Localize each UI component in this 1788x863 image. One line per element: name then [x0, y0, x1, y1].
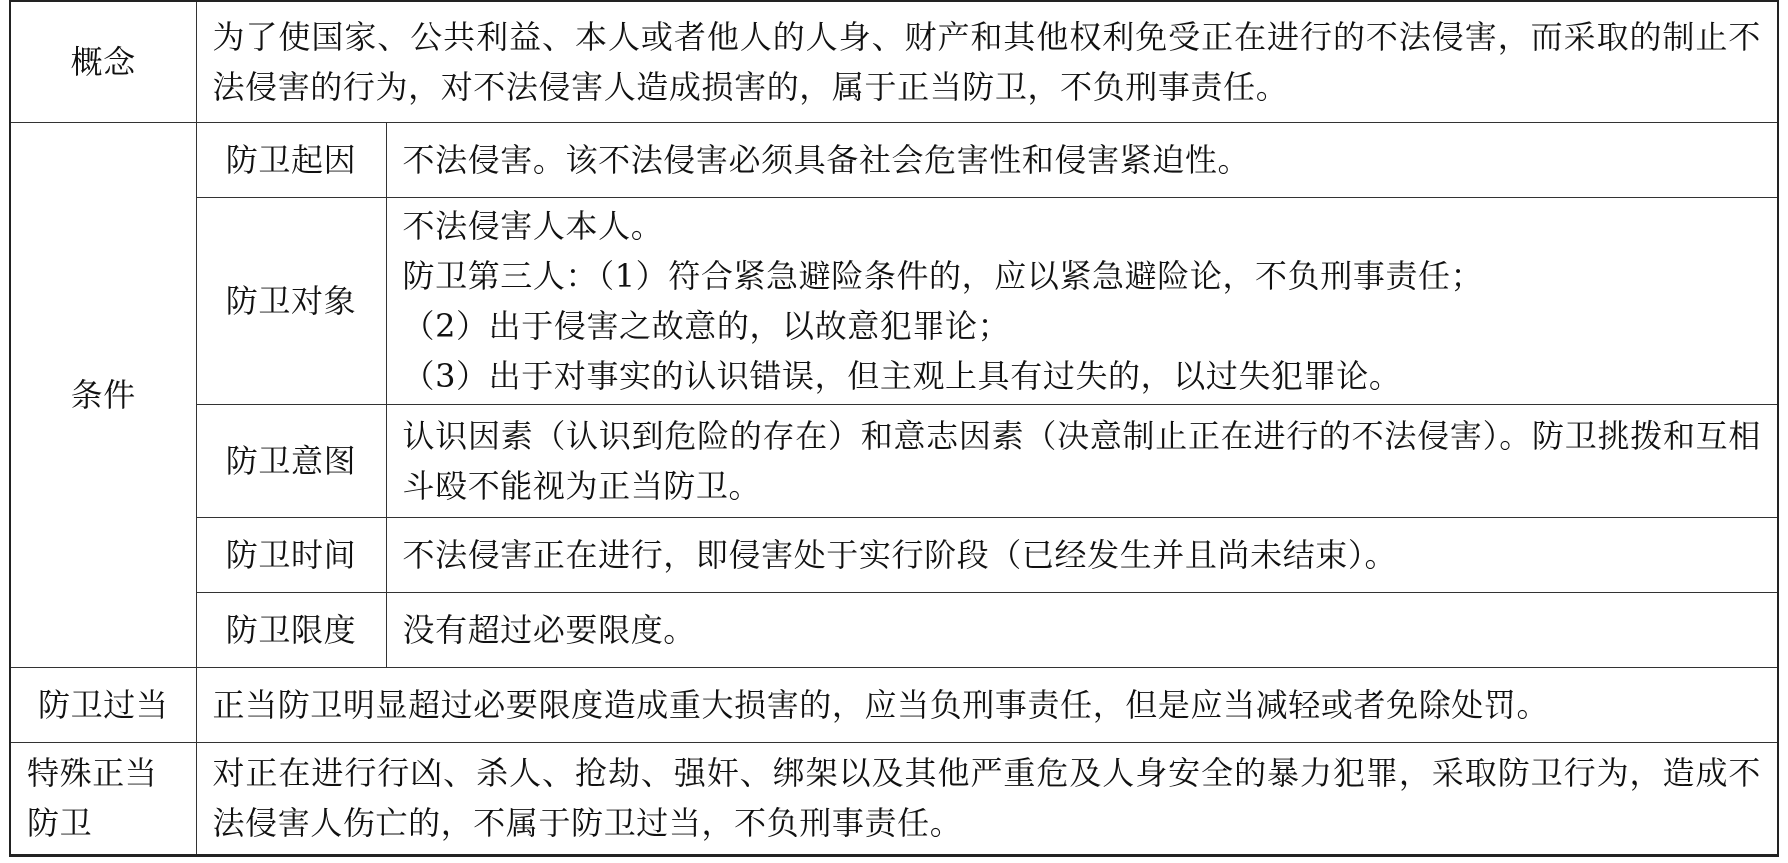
- table-row-cause: [10, 122, 1778, 197]
- special-text: 对正在进行行凶、杀人、抢劫、强奸、绑架以及其他严重危及人身安全的暴力犯罪，采取防卫行为，造成不法侵害人伤亡的，不属于防卫过当，不负刑事责任。: [196, 742, 1778, 855]
- target-text: [386, 197, 1778, 404]
- table-row-excessive: [10, 667, 1778, 742]
- intent-text: 认识因素（认识到危险的存在）和意志因素（决意制止正在进行的不法侵害）。防卫挑拨和互相斗殴不能视为正当防卫。: [386, 404, 1778, 517]
- row-header-conditions: 条件: [10, 122, 196, 667]
- table-row-limit: [10, 592, 1778, 667]
- target-line: 不法侵害人本人。: [402, 206, 664, 245]
- concept-text: 为了使国家、公共利益、本人或者他人的人身、财产和其他权利免受正在进行的不法侵害，而采取的制止不法侵害的行为，对不法侵害人造成损害的，属于正当防卫，不负刑事责任。: [196, 1, 1778, 122]
- time-text: 不法侵害正在进行，即侵害处于实行阶段（已经发生并且尚未结束）。: [386, 517, 1778, 592]
- target-line: （3）出于对事实的认识错误，但主观上具有过失的，以过失犯罪论。: [402, 356, 1402, 395]
- table-row-concept: [10, 1, 1778, 122]
- table-row-intent: [10, 404, 1778, 517]
- row-header-special: 特殊正当防卫: [10, 742, 196, 855]
- sub-header-target: 防卫对象: [196, 197, 386, 404]
- target-line: （2）出于侵害之故意的，以故意犯罪论；: [402, 306, 1011, 345]
- table-row-time: [10, 517, 1778, 592]
- row-header-excessive: 防卫过当: [10, 667, 196, 742]
- table-row-target: [10, 197, 1778, 404]
- sub-header-time: 防卫时间: [196, 517, 386, 592]
- table-row-special: [10, 742, 1778, 855]
- target-line: 防卫第三人：（1）符合紧急避险条件的，应以紧急避险论，不负刑事责任；: [402, 256, 1484, 295]
- sub-header-cause: 防卫起因: [196, 122, 386, 197]
- row-header-concept: 概念: [10, 1, 196, 122]
- limit-text: 没有超过必要限度。: [386, 592, 1778, 667]
- cause-text: 不法侵害。该不法侵害必须具备社会危害性和侵害紧迫性。: [386, 122, 1778, 197]
- excessive-text: 正当防卫明显超过必要限度造成重大损害的，应当负刑事责任，但是应当减轻或者免除处罚。: [196, 667, 1778, 742]
- sub-header-intent: 防卫意图: [196, 404, 386, 517]
- sub-header-limit: 防卫限度: [196, 592, 386, 667]
- legal-defense-table: [9, 0, 1779, 857]
